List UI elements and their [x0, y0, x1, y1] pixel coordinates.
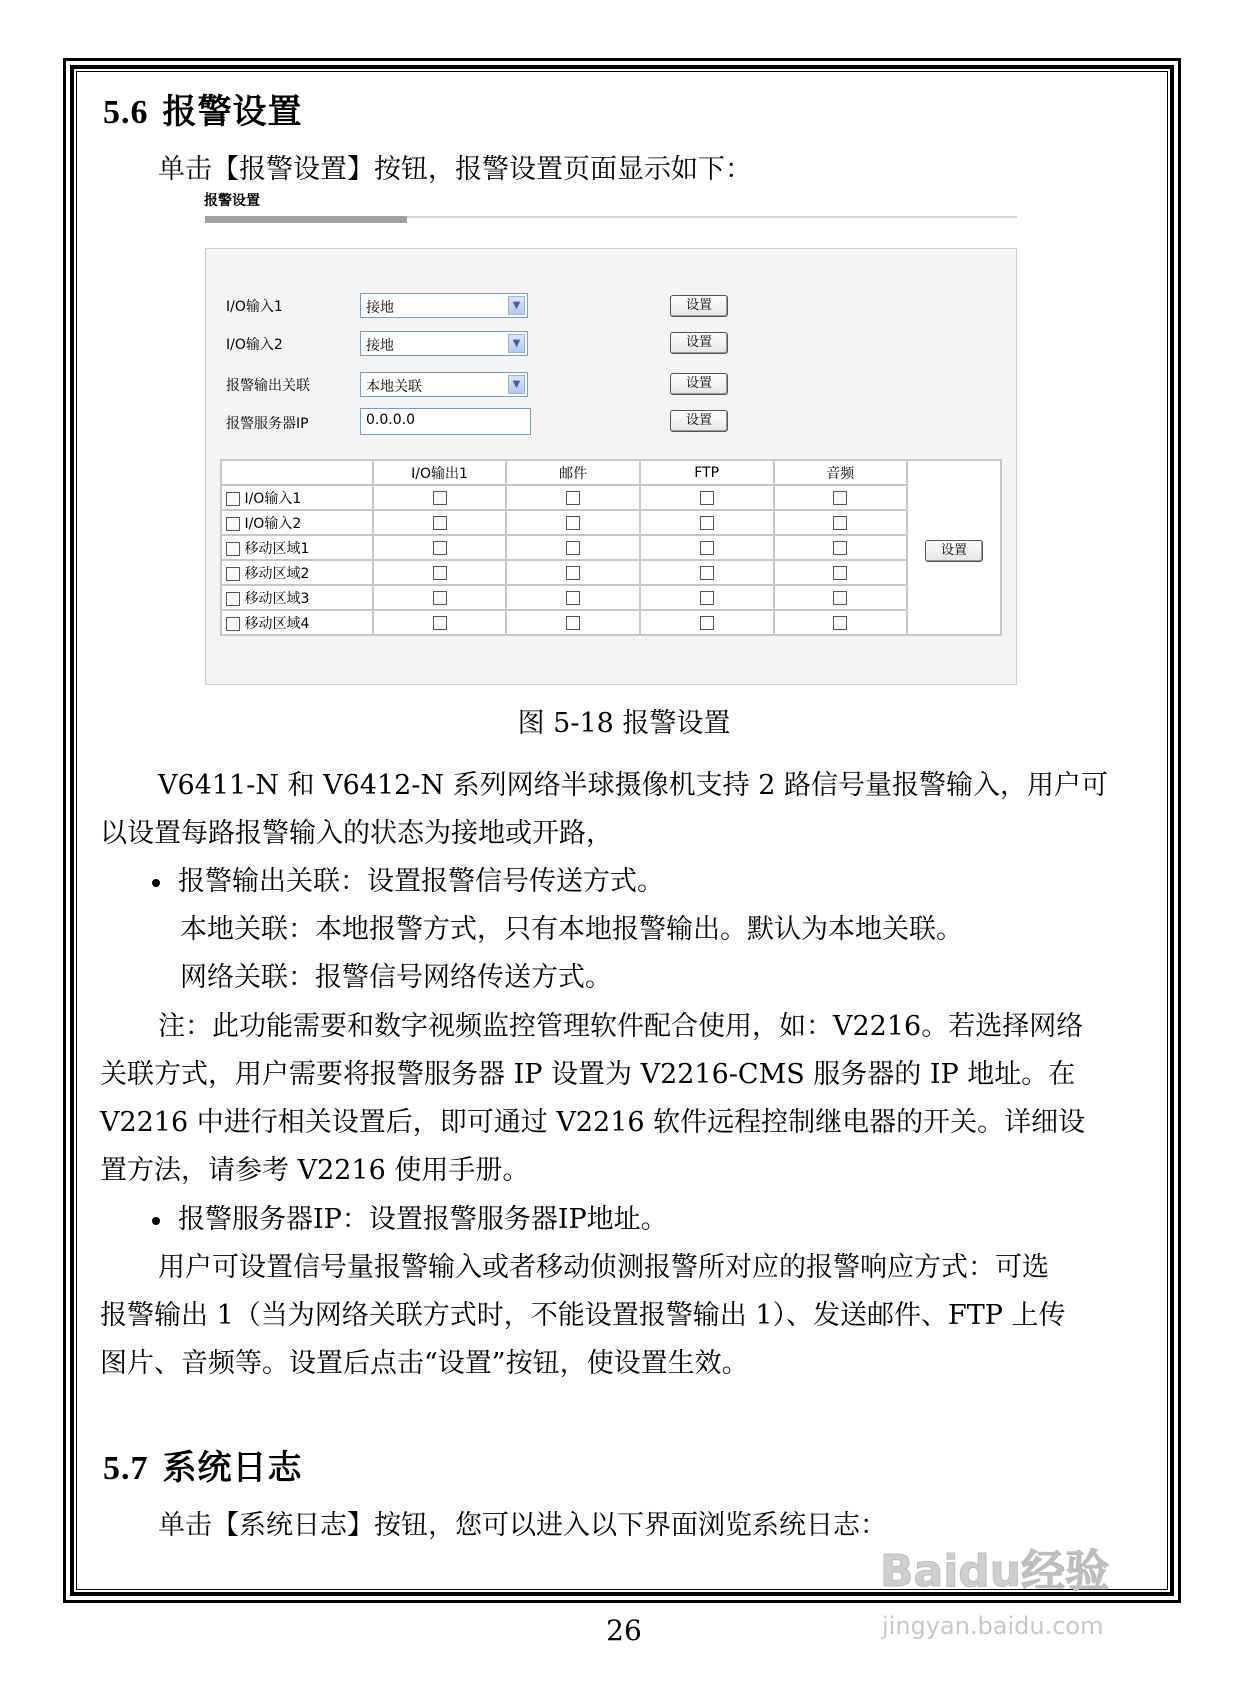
- page-number: 26: [606, 1614, 642, 1647]
- intro-paragraph: 单击【系统日志】按钮，您可以进入以下界面浏览系统日志：: [158, 1510, 887, 1541]
- chevron-down-icon: ▼: [508, 375, 525, 394]
- table-row: [221, 585, 1001, 610]
- row-label-cell: [221, 535, 373, 560]
- section-number: 5.6: [103, 94, 149, 131]
- email-checkbox[interactable]: [566, 616, 580, 630]
- paragraph-line: 图片、音频等。设置后点击“设置”按钮，使设置生效。: [100, 1348, 749, 1379]
- paragraph-line: 用户可设置信号量报警输入或者移动侦测报警所对应的报警响应方式：可选: [158, 1252, 1049, 1283]
- table-cell: [506, 585, 640, 610]
- column-header: FTP: [640, 460, 774, 485]
- audio-checkbox[interactable]: [833, 591, 847, 605]
- row-label: 移动区域4: [244, 615, 310, 632]
- table-cell: [640, 485, 774, 510]
- table-cell: [774, 560, 908, 585]
- audio-checkbox[interactable]: [833, 491, 847, 505]
- row-checkbox[interactable]: [226, 592, 240, 606]
- table-cell: [373, 485, 507, 510]
- io-input-2-set-button[interactable]: 设置: [670, 332, 728, 354]
- table-header-row: [221, 460, 1001, 485]
- table-cell: [373, 610, 507, 635]
- io-output-checkbox[interactable]: [433, 616, 447, 630]
- section-title: 报警设置: [162, 92, 303, 132]
- paragraph-line: 网络关联：报警信号网络传送方式。: [180, 962, 612, 993]
- table-row: [221, 535, 1001, 560]
- row-label: I/O输入1: [244, 490, 302, 507]
- section-number: 5.7: [103, 1450, 149, 1487]
- title-accent-bar: [205, 216, 407, 223]
- alarm-server-ip-input[interactable]: 0.0.0.0: [360, 408, 531, 435]
- table-cell: [506, 510, 640, 535]
- chevron-down-icon: ▼: [508, 296, 525, 315]
- table-cell: [373, 510, 507, 535]
- io-output-checkbox[interactable]: [433, 541, 447, 555]
- io-input-2-select[interactable]: [360, 331, 528, 356]
- io-input-1-select[interactable]: [360, 293, 528, 318]
- table-cell: [774, 485, 908, 510]
- table-cell: [506, 560, 640, 585]
- ftp-checkbox[interactable]: [700, 516, 714, 530]
- row-label-cell: [221, 510, 373, 535]
- table-button-cell: [907, 460, 1001, 635]
- table-cell: [640, 560, 774, 585]
- ftp-checkbox[interactable]: [700, 591, 714, 605]
- row-checkbox[interactable]: [226, 492, 240, 506]
- row-label-cell: [221, 585, 373, 610]
- section-heading-5-6: [103, 84, 303, 133]
- table-cell: [640, 610, 774, 635]
- io-output-checkbox[interactable]: [433, 516, 447, 530]
- watermark-brand: Baidu经验: [880, 1546, 1110, 1597]
- ftp-checkbox[interactable]: [700, 616, 714, 630]
- row-checkbox[interactable]: [226, 517, 240, 531]
- table-cell: [774, 610, 908, 635]
- section-heading-5-7: [103, 1440, 303, 1489]
- alarm-output-link-label: 报警输出关联: [226, 378, 310, 394]
- email-checkbox[interactable]: [566, 541, 580, 555]
- email-checkbox[interactable]: [566, 491, 580, 505]
- select-value: 接地: [366, 300, 394, 316]
- table-cell: [373, 585, 507, 610]
- row-label: 移动区域1: [244, 540, 310, 557]
- table-cell: [640, 510, 774, 535]
- table-cell: [774, 510, 908, 535]
- table-cell: [774, 535, 908, 560]
- table-cell: [506, 610, 640, 635]
- row-label: I/O输入2: [244, 515, 302, 532]
- paragraph-line: V6411-N 和 V6412-N 系列网络半球摄像机支持 2 路信号量报警输入，用户可: [158, 770, 1109, 801]
- paragraph-line: 置方法，请参考 V2216 使用手册。: [100, 1155, 530, 1186]
- column-header: 音频: [774, 460, 908, 485]
- bullet-text: 报警服务器IP：设置报警服务器IP地址。: [178, 1204, 668, 1235]
- paragraph-line: 本地关联：本地报警方式，只有本地报警输出。默认为本地关联。: [180, 914, 963, 945]
- table-cell: [640, 535, 774, 560]
- table-row: [221, 485, 1001, 510]
- email-checkbox[interactable]: [566, 566, 580, 580]
- table-cell: [506, 485, 640, 510]
- bullet-item-alarm-output-link: [152, 858, 664, 906]
- email-checkbox[interactable]: [566, 591, 580, 605]
- bullet-icon: [152, 1217, 160, 1225]
- io-input-1-set-button[interactable]: 设置: [670, 295, 728, 317]
- select-value: 本地关联: [366, 379, 422, 395]
- row-label-cell: [221, 610, 373, 635]
- ftp-checkbox[interactable]: [700, 566, 714, 580]
- figure-caption: 图 5-18 报警设置: [517, 708, 731, 739]
- email-checkbox[interactable]: [566, 516, 580, 530]
- ftp-checkbox[interactable]: [700, 491, 714, 505]
- audio-checkbox[interactable]: [833, 516, 847, 530]
- paragraph-line: 注：此功能需要和数字视频监控管理软件配合使用，如：V2216。若选择网络: [158, 1011, 1084, 1042]
- io-input-2-label: I/O输入2: [226, 337, 283, 353]
- row-checkbox[interactable]: [226, 617, 240, 631]
- table-cell: [373, 535, 507, 560]
- screenshot-title: 报警设置: [204, 193, 260, 209]
- table-cell: [774, 585, 908, 610]
- alarm-output-link-select[interactable]: [360, 372, 528, 397]
- column-header: I/O输出1: [373, 460, 507, 485]
- io-output-checkbox[interactable]: [433, 566, 447, 580]
- paragraph-line: 以设置每路报警输入的状态为接地或开路，: [100, 818, 613, 849]
- column-header: [221, 460, 373, 485]
- table-cell: [373, 560, 507, 585]
- bullet-item-alarm-server-ip: [152, 1196, 668, 1244]
- row-checkbox[interactable]: [226, 567, 240, 581]
- audio-checkbox[interactable]: [833, 566, 847, 580]
- alarm-output-link-set-button[interactable]: 设置: [670, 373, 728, 395]
- alarm-server-ip-set-button[interactable]: 设置: [670, 410, 728, 432]
- alarm-linkage-table: [220, 459, 1002, 636]
- ftp-checkbox[interactable]: [700, 541, 714, 555]
- linkage-set-button[interactable]: 设置: [925, 540, 983, 562]
- bullet-icon: [152, 879, 160, 887]
- watermark-url: jingyan.baidu.com: [882, 1612, 1104, 1640]
- audio-checkbox[interactable]: [833, 616, 847, 630]
- row-label: 移动区域2: [244, 565, 310, 582]
- io-output-checkbox[interactable]: [433, 591, 447, 605]
- paragraph-line: 关联方式，用户需要将报警服务器 IP 设置为 V2216-CMS 服务器的 IP 地址。在: [100, 1059, 1076, 1090]
- row-label-cell: [221, 485, 373, 510]
- select-value: 接地: [366, 338, 394, 354]
- row-label: 移动区域3: [244, 590, 310, 607]
- row-label-cell: [221, 560, 373, 585]
- paragraph-line: V2216 中进行相关设置后，即可通过 V2216 软件远程控制继电器的开关。详细设: [100, 1107, 1086, 1138]
- column-header: 邮件: [506, 460, 640, 485]
- table-row: [221, 510, 1001, 535]
- table-row: [221, 610, 1001, 635]
- audio-checkbox[interactable]: [833, 541, 847, 555]
- table-cell: [640, 585, 774, 610]
- io-input-1-label: I/O输入1: [226, 299, 283, 315]
- alarm-server-ip-label: 报警服务器IP: [226, 416, 309, 432]
- row-checkbox[interactable]: [226, 542, 240, 556]
- table-row: [221, 560, 1001, 585]
- intro-paragraph: 单击【报警设置】按钮，报警设置页面显示如下：: [158, 154, 752, 185]
- bullet-text: 报警输出关联：设置报警信号传送方式。: [178, 866, 664, 897]
- section-title: 系统日志: [162, 1448, 303, 1488]
- paragraph-line: 报警输出 1（当为网络关联方式时，不能设置报警输出 1）、发送邮件、FTP 上传: [100, 1300, 1066, 1331]
- chevron-down-icon: ▼: [508, 334, 525, 353]
- io-output-checkbox[interactable]: [433, 491, 447, 505]
- table-cell: [506, 535, 640, 560]
